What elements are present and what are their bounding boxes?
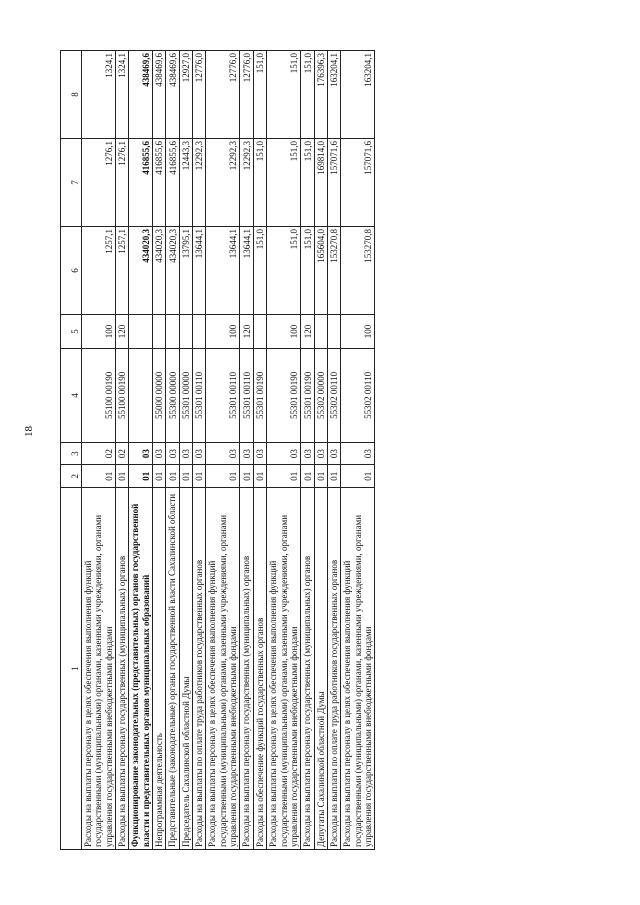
header-col-3: 3 <box>61 442 82 465</box>
row-cell-c7: 157071,6 <box>327 139 340 227</box>
row-description: Непрограммная деятельность <box>153 488 166 850</box>
row-cell-c7: 151,0 <box>301 139 314 227</box>
row-cell-c4: 55100 00190 <box>82 349 116 443</box>
row-cell-c5 <box>314 315 327 349</box>
row-cell-c4: 55301 00110 <box>206 349 240 443</box>
row-cell-c7: 416855,6 <box>166 139 179 227</box>
row-cell-c8: 438469,6 <box>153 51 166 139</box>
row-cell-c7: 12443,3 <box>179 139 192 227</box>
row-cell-c4: 55300 00000 <box>166 349 179 443</box>
row-cell-c3: 03 <box>301 442 314 465</box>
table-row <box>240 51 253 850</box>
header-col-6: 6 <box>61 227 82 315</box>
row-cell-c4: 55301 00190 <box>301 349 314 443</box>
row-cell-c2: 01 <box>193 465 206 488</box>
row-description: Расходы на выплаты персоналу в целях обеспечения выполнения функций государственными (муниципальными) органами, казенными учреждениями, органами управления государственными внебюджетными фондами <box>341 488 375 850</box>
row-cell-c8: 176396,3 <box>314 51 327 139</box>
table-row <box>153 51 166 850</box>
row-cell-c7: 157071,6 <box>341 139 375 227</box>
row-description: Депутаты Сахалинской областной Думы <box>314 488 327 850</box>
row-cell-c2: 01 <box>327 465 340 488</box>
row-cell-c2: 01 <box>341 465 375 488</box>
row-description: Расходы на выплаты по оплате труда работников государственных органов <box>327 488 340 850</box>
row-cell-c4: 55301 00110 <box>193 349 206 443</box>
row-cell-c2: 01 <box>153 465 166 488</box>
row-cell-c5: 120 <box>116 315 129 349</box>
row-cell-c8: 151,0 <box>253 51 266 139</box>
row-cell-c3: 03 <box>267 442 301 465</box>
row-cell-c4: 55301 00190 <box>253 349 266 443</box>
row-cell-c8: 151,0 <box>267 51 301 139</box>
row-description: Расходы на выплаты персоналу в целях обеспечения выполнения функций государственными (муниципальными) органами, казенными учреждениями, органами управления государственными внебюджетными фондами <box>206 488 240 850</box>
budget-table <box>60 50 375 850</box>
row-cell-c3: 03 <box>153 442 166 465</box>
row-cell-c2: 01 <box>240 465 253 488</box>
row-cell-c6: 13644,1 <box>206 227 240 315</box>
table-row <box>341 51 375 850</box>
row-cell-c3: 03 <box>314 442 327 465</box>
row-cell-c5 <box>327 315 340 349</box>
table-row <box>166 51 179 850</box>
row-cell-c6: 151,0 <box>253 227 266 315</box>
row-cell-c4: 55302 00110 <box>327 349 340 443</box>
row-cell-c6: 434020,3 <box>153 227 166 315</box>
row-cell-c5: 100 <box>82 315 116 349</box>
table-row <box>206 51 240 850</box>
row-cell-c6: 151,0 <box>301 227 314 315</box>
header-col-5: 5 <box>61 315 82 349</box>
row-cell-c6: 165604,0 <box>314 227 327 315</box>
row-cell-c6: 151,0 <box>267 227 301 315</box>
table-row <box>193 51 206 850</box>
row-cell-c4: 55301 00000 <box>179 349 192 443</box>
row-cell-c8: 12776,0 <box>193 51 206 139</box>
row-cell-c8: 1324,1 <box>116 51 129 139</box>
row-description: Представительные (законодательные) органы государственной власти Сахалинской области <box>166 488 179 850</box>
row-cell-c6: 1257,1 <box>82 227 116 315</box>
row-cell-c4: 55302 00110 <box>341 349 375 443</box>
table-row <box>267 51 301 850</box>
row-description: Расходы на выплаты персоналу в целях обеспечения выполнения функций государственными (муниципальными) органами, казенными учреждениями, органами управления государственными внебюджетными фондами <box>82 488 116 850</box>
row-cell-c5 <box>193 315 206 349</box>
row-cell-c8: 163204,1 <box>327 51 340 139</box>
row-cell-c2: 01 <box>116 465 129 488</box>
header-col-8: 8 <box>61 51 82 139</box>
row-cell-c7: 1276,1 <box>82 139 116 227</box>
table-row <box>253 51 266 850</box>
row-cell-c4: 55301 00190 <box>267 349 301 443</box>
row-cell-c2: 01 <box>179 465 192 488</box>
row-cell-c6: 434020,3 <box>166 227 179 315</box>
row-description: Расходы на выплаты персоналу государственных (муниципальных) органов <box>301 488 314 850</box>
row-cell-c3: 03 <box>129 442 153 465</box>
row-cell-c5: 100 <box>341 315 375 349</box>
row-cell-c3: 03 <box>166 442 179 465</box>
row-cell-c5: 120 <box>301 315 314 349</box>
header-col-7: 7 <box>61 139 82 227</box>
table-row <box>82 51 116 850</box>
row-cell-c2: 01 <box>166 465 179 488</box>
row-cell-c5 <box>153 315 166 349</box>
row-cell-c3: 03 <box>327 442 340 465</box>
table-row <box>129 51 153 850</box>
row-cell-c8: 163204,1 <box>341 51 375 139</box>
row-description: Функционирование законодательных (представительных) органов государственной власти и представительных органов муниципальных образований <box>129 488 153 850</box>
row-cell-c7: 151,0 <box>253 139 266 227</box>
header-col-1: 1 <box>61 488 82 850</box>
table-row <box>179 51 192 850</box>
row-cell-c8: 12776,0 <box>206 51 240 139</box>
header-row <box>61 51 82 850</box>
row-cell-c3: 03 <box>253 442 266 465</box>
row-cell-c6: 13644,1 <box>240 227 253 315</box>
row-description: Расходы на выплаты персоналу государственных (муниципальных) органов <box>116 488 129 850</box>
row-cell-c4 <box>129 349 153 443</box>
row-cell-c2: 01 <box>267 465 301 488</box>
row-cell-c6: 153270,8 <box>341 227 375 315</box>
row-cell-c6: 1257,1 <box>116 227 129 315</box>
row-cell-c5: 100 <box>206 315 240 349</box>
row-cell-c7: 169814,0 <box>314 139 327 227</box>
row-cell-c6: 13795,1 <box>179 227 192 315</box>
row-cell-c3: 03 <box>193 442 206 465</box>
row-description: Расходы на выплаты по оплате труда работников государственных органов <box>193 488 206 850</box>
row-cell-c5 <box>179 315 192 349</box>
row-cell-c7: 12292,3 <box>193 139 206 227</box>
row-cell-c4: 55000 00000 <box>153 349 166 443</box>
row-cell-c6: 13644,1 <box>193 227 206 315</box>
row-cell-c4: 55100 00190 <box>116 349 129 443</box>
row-cell-c3: 02 <box>82 442 116 465</box>
row-cell-c7: 151,0 <box>267 139 301 227</box>
row-cell-c3: 03 <box>179 442 192 465</box>
row-description: Председатель Сахалинской областной Думы <box>179 488 192 850</box>
row-cell-c5 <box>129 315 153 349</box>
table-row <box>116 51 129 850</box>
row-cell-c8: 438469,6 <box>166 51 179 139</box>
row-cell-c6: 153270,8 <box>327 227 340 315</box>
row-description: Расходы на выплаты персоналу в целях обеспечения выполнения функций государственными (муниципальными) органами, казенными учреждениями, органами управления государственными внебюджетными фондами <box>267 488 301 850</box>
row-cell-c7: 1276,1 <box>116 139 129 227</box>
header-col-2: 2 <box>61 465 82 488</box>
row-cell-c5 <box>166 315 179 349</box>
row-cell-c2: 01 <box>206 465 240 488</box>
row-cell-c7: 416855,6 <box>153 139 166 227</box>
row-cell-c5: 120 <box>240 315 253 349</box>
table-row <box>301 51 314 850</box>
row-cell-c3: 03 <box>240 442 253 465</box>
table-body <box>82 51 375 850</box>
row-cell-c4: 55301 00110 <box>240 349 253 443</box>
row-cell-c5: 100 <box>267 315 301 349</box>
row-cell-c3: 03 <box>341 442 375 465</box>
row-cell-c7: 12292,3 <box>206 139 240 227</box>
row-cell-c8: 438469,6 <box>129 51 153 139</box>
row-cell-c3: 03 <box>206 442 240 465</box>
row-description: Расходы на обеспечение функций государственных органов <box>253 488 266 850</box>
row-cell-c2: 01 <box>253 465 266 488</box>
row-cell-c8: 151,0 <box>301 51 314 139</box>
budget-table-container <box>60 50 580 850</box>
row-cell-c2: 01 <box>314 465 327 488</box>
row-cell-c8: 1324,1 <box>82 51 116 139</box>
row-cell-c3: 02 <box>116 442 129 465</box>
row-cell-c7: 416855,6 <box>129 139 153 227</box>
row-cell-c2: 01 <box>301 465 314 488</box>
row-cell-c7: 12292,3 <box>240 139 253 227</box>
row-cell-c4: 55302 00000 <box>314 349 327 443</box>
row-cell-c2: 01 <box>82 465 116 488</box>
row-description: Расходы на выплаты персоналу государственных (муниципальных) органов <box>240 488 253 850</box>
page-number: 18 <box>23 426 35 437</box>
row-cell-c6: 434020,3 <box>129 227 153 315</box>
row-cell-c8: 12776,0 <box>240 51 253 139</box>
row-cell-c5 <box>253 315 266 349</box>
table-row <box>327 51 340 850</box>
header-col-4: 4 <box>61 349 82 443</box>
table-row <box>314 51 327 850</box>
row-cell-c8: 12927,0 <box>179 51 192 139</box>
row-cell-c2: 01 <box>129 465 153 488</box>
